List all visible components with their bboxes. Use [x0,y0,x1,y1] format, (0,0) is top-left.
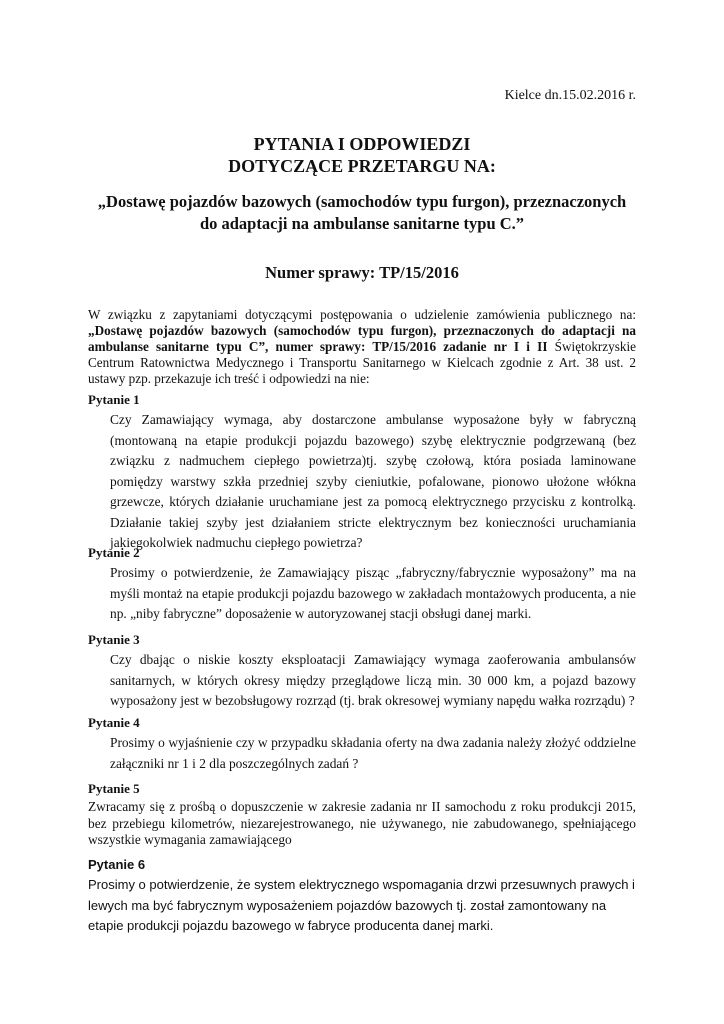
question-text: Zwracamy się z prośbą o dopuszczenie w zakresie zadania nr II samochodu z roku produkcji 2015, bez przebiegu kilometrów, niezarejestrowanego, nie używanego, nie zabudowanego, spełniającego wszystkie wymagania zamawiającego [88,799,636,847]
question-3 [88,632,636,712]
question-text: Prosimy o wyjaśnienie czy w przypadku składania oferty na dwa zadania należy złożyć oddzielne załączniki nr 1 i 2 dla poszczególnych zadań ? [110,735,636,771]
question-label: Pytanie 5 [88,781,140,796]
question-text: Czy Zamawiający wymaga, aby dostarczone ambulanse wyposażone były w fabryczną (montowaną na etapie produkcji pojazdu bazowego) szybę elektrycznie podgrzewaną (bez związku z nadmuchem ciepłego powietrza)tj. szybę czołową, która posiada laminowane pomiędzy warstwy szkła przedniej szyby cieniutkie, pofalowane, pionowo ułożone włókna grzewcze, których działanie uruchamiane jest za pomocą elektrycznego przycisku z kontrolką. Działanie takiej szyby jest działaniem stricte elektrycznym bez konieczności uruchamiania jakiegokolwiek nadmuchu ciepłego powietrza? [110,412,636,550]
question-label: Pytanie 6 [88,857,146,872]
intro-paragraph [88,307,636,387]
question-2 [88,545,636,625]
intro-text-end: Świętokrzyskie Centrum Ratownictwa Medycznego i Transportu Sanitarnego w Kielcach zgodnie z Art. 38 ust. 2 ustawy pzp. przekazuje ich treść i odpowiedzi na nie: [88,339,636,386]
intro-tender-reference: „Dostawę pojazdów bazowych (samochodów typu furgon), przeznaczonych do adaptacji na ambulanse sanitarne typu C”, numer sprawy: TP/15/2016 zadanie nr I i II [88,323,636,354]
question-1 [88,392,636,554]
question-4 [88,715,636,774]
question-text: Prosimy o potwierdzenie, że Zamawiający pisząc „fabryczny/fabrycznie wyposażony” ma na myśli montaż na etapie produkcji pojazdu bazowego w zakładach montażowych producenta, a nie np. „niby fabryczne” doposażenie w autoryzowanej stacji obsługi danej marki. [110,565,636,621]
document-title [0,133,724,177]
case-number: Numer sprawy: TP/15/2016 [265,263,459,282]
subject-line-2: do adaptacji na ambulanse sanitarne typu C.” [199,214,525,233]
question-label: Pytanie 2 [88,545,140,560]
tender-subject [0,191,724,235]
title-line-2: DOTYCZĄCE PRZETARGU NA: [228,156,496,176]
title-line-1: PYTANIA I ODPOWIEDZI [253,134,471,154]
question-label: Pytanie 4 [88,715,140,730]
question-text: Czy dbając o niskie koszty eksploatacji Zamawiający wymaga zaoferowania ambulansów sanitarnych, w których okresy między przeglądowe liczą min. 30 000 km, a pojazd bazowy wyposażony jest w bezobsługowy rozrząd (tj. brak okresowej wymiany napędu wałka rozrządu) ? [110,652,636,708]
question-5 [88,781,636,849]
subject-line-1: „Dostawę pojazdów bazowych (samochodów typu furgon), przeznaczonych [97,192,627,211]
document-date: Kielce dn.15.02.2016 r. [504,88,636,103]
question-label: Pytanie 1 [88,392,140,407]
question-6 [88,857,636,937]
intro-text-start: W związku z zapytaniami dotyczącymi postępowania o udzielenie zamówienia publicznego na: [88,307,636,322]
question-label: Pytanie 3 [88,632,140,647]
question-text: Prosimy o potwierdzenie, że system elektrycznego wspomagania drzwi przesuwnych prawych i lewych ma być fabrycznym wyposażeniem pojazdów bazowych tj. został zamontowany na etapie produkcji pojazdu bazowego w fabryce producenta danej marki. [88,877,635,933]
